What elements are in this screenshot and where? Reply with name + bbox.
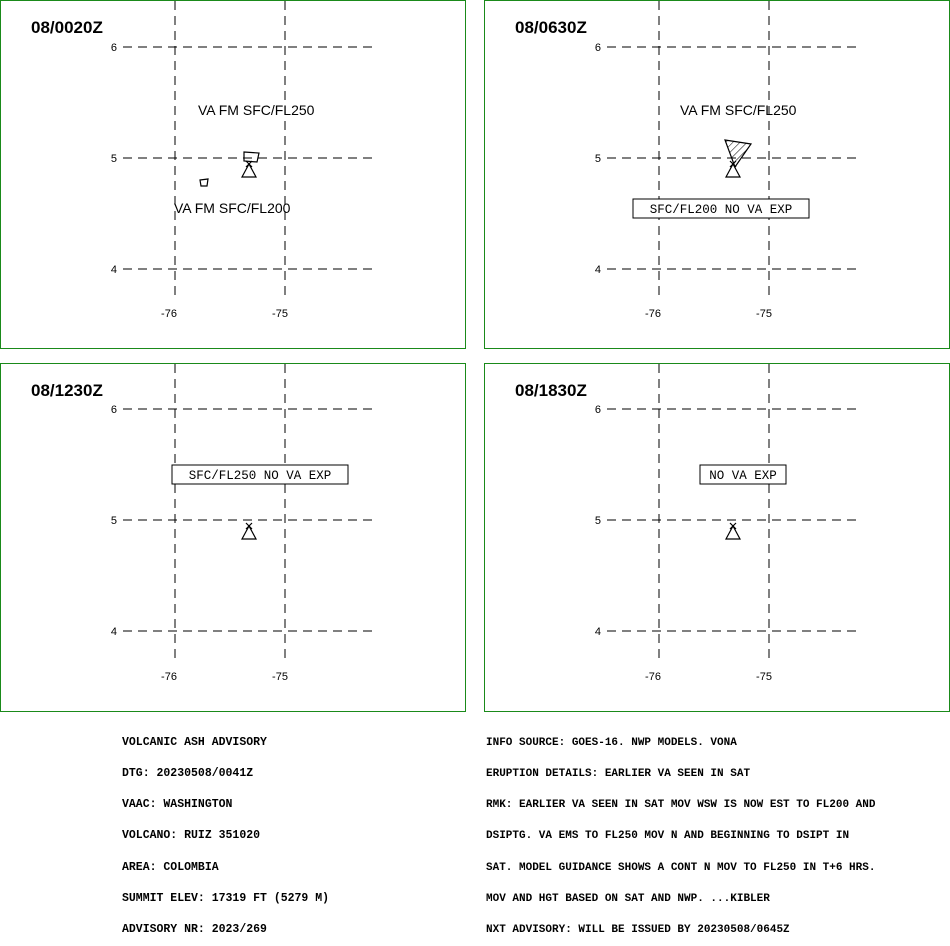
lat-label-4: 4	[594, 264, 601, 276]
lat-label-5: 5	[594, 153, 601, 165]
volcano-icon	[726, 523, 740, 539]
advisory-line: INFO SOURCE: GOES-16. NWP MODELS. VONA	[486, 736, 737, 749]
ash-cloud-polygon-fl250	[244, 152, 259, 162]
forecast-panel-0020z	[0, 0, 466, 349]
lon-label-76: -76	[645, 671, 661, 683]
ash-cloud-polygon-fl250	[725, 140, 751, 167]
advisory-line: RMK: EARLIER VA SEEN IN SAT MOV WSW IS NOW EST TO FL200 AND	[486, 799, 876, 812]
advisory-line: DSIPTG. VA EMS TO FL250 MOV N AND BEGINNING TO DSIPT IN	[486, 830, 850, 843]
advisory-line: DTG: 20230508/0041Z	[122, 767, 254, 781]
graticule	[607, 364, 859, 664]
lat-label-6: 6	[594, 404, 601, 416]
advisory-line: ADVISORY NR: 2023/269	[122, 923, 267, 937]
advisory-line: ERUPTION DETAILS: EARLIER VA SEEN IN SAT	[486, 768, 751, 781]
forecast-panel-1230z	[0, 363, 466, 712]
advisory-line: MOV AND HGT BASED ON SAT AND NWP. ...KIBLER	[486, 892, 770, 905]
lon-label-75: -75	[756, 671, 772, 683]
map-canvas	[1, 1, 467, 350]
panel-time-label: 08/1830Z	[515, 381, 587, 400]
no-ash-text: SFC/FL250 NO VA EXP	[188, 469, 332, 483]
advisory-line: VOLCANO: RUIZ 351020	[122, 829, 261, 843]
no-ash-text: NO VA EXP	[709, 469, 777, 483]
lat-label-5: 5	[110, 153, 117, 165]
advisory-line: AREA: COLOMBIA	[122, 860, 219, 874]
lon-label-75: -75	[272, 671, 288, 683]
advisory-header-block	[122, 717, 329, 946]
lat-label-6: 6	[110, 404, 117, 416]
lat-label-4: 4	[110, 626, 117, 638]
advisory-line: SUMMIT ELEV: 17319 FT (5279 M)	[122, 891, 330, 905]
lon-label-76: -76	[161, 308, 177, 320]
volcano-icon	[242, 161, 256, 177]
no-ash-text: SFC/FL200 NO VA EXP	[649, 203, 793, 217]
panel-time-label: 08/1230Z	[31, 381, 103, 400]
lat-label-4: 4	[594, 626, 601, 638]
ash-label-fl250: VA FM SFC/FL250	[680, 102, 797, 118]
lon-label-76: -76	[161, 671, 177, 683]
lat-label-4: 4	[110, 264, 117, 276]
lat-label-5: 5	[110, 515, 117, 527]
advisory-line: VOLCANIC ASH ADVISORY	[122, 735, 267, 749]
forecast-panel-1830z	[484, 363, 950, 712]
panel-time-label: 08/0630Z	[515, 18, 587, 37]
advisory-line: VAAC: WASHINGTON	[122, 798, 233, 812]
advisory-details-block	[486, 717, 875, 946]
lat-label-5: 5	[594, 515, 601, 527]
panel-time-label: 08/0020Z	[31, 18, 103, 37]
ash-cloud-polygon-fl200	[200, 179, 208, 186]
map-canvas	[485, 1, 950, 350]
lon-label-76: -76	[645, 308, 661, 320]
advisory-line: SAT. MODEL GUIDANCE SHOWS A CONT N MOV TO FL250 IN T+6 HRS.	[486, 861, 876, 874]
advisory-line: NXT ADVISORY: WILL BE ISSUED BY 20230508/0645Z	[486, 924, 790, 937]
volcano-icon	[242, 523, 256, 539]
lat-label-6: 6	[110, 42, 117, 54]
lat-label-6: 6	[594, 42, 601, 54]
graticule	[123, 364, 375, 664]
lon-label-75: -75	[756, 308, 772, 320]
ash-label-fl250: VA FM SFC/FL250	[198, 102, 315, 118]
graticule	[123, 1, 375, 301]
map-canvas	[485, 364, 950, 713]
forecast-panel-0630z	[484, 0, 950, 349]
ash-label-fl200: VA FM SFC/FL200	[174, 200, 291, 216]
map-canvas	[1, 364, 467, 713]
lon-label-75: -75	[272, 308, 288, 320]
